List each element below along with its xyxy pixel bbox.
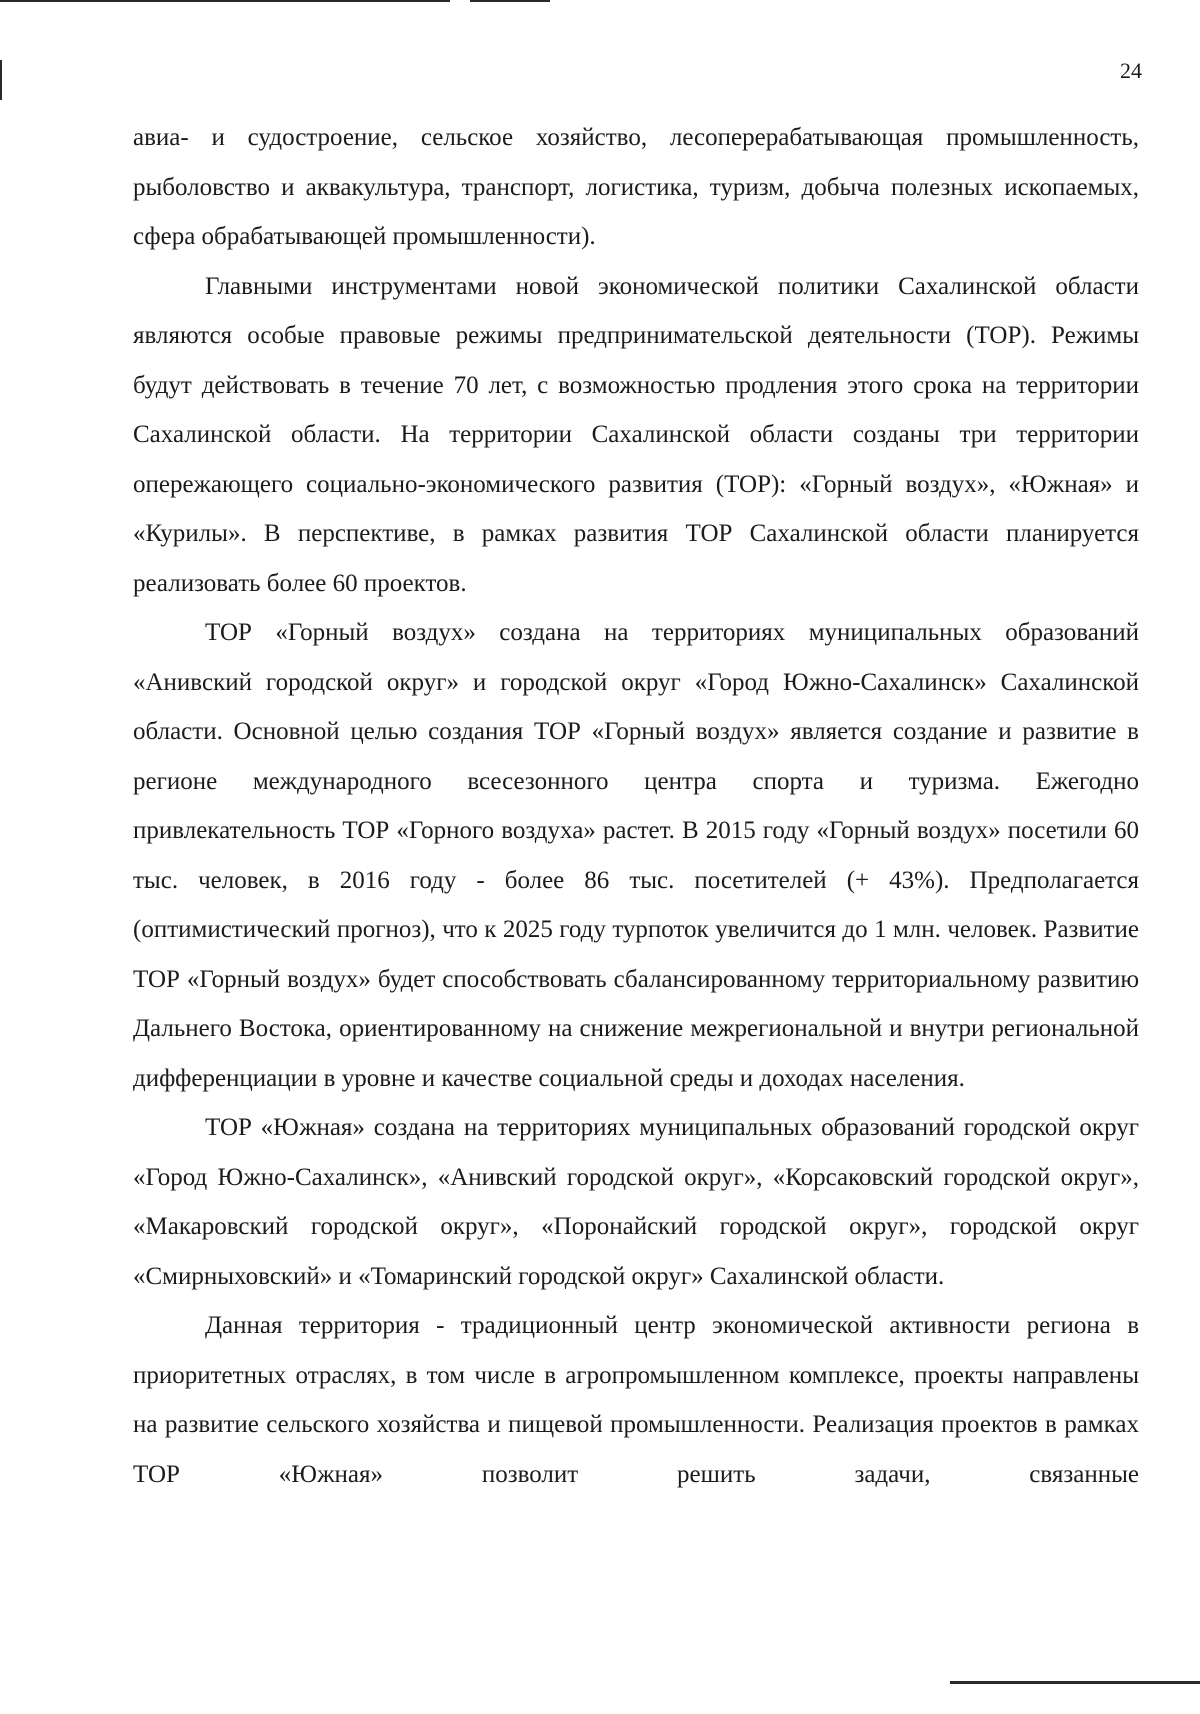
scan-edge-line	[0, 60, 2, 100]
paragraph-continuation: авиа- и судостроение, сельское хозяйство, лесоперерабатывающая промышленность, рыболовство и аквакультура, транспорт, логистика, туризм, добыча полезных ископаемых, сфера обрабатывающей промышленности).	[133, 124, 1139, 250]
paragraph: ТОР «Южная» создана на территориях муниципальных образований городской округ «Город Южно-Сахалинск», «Анивский городской округ», «Корсаковский городской округ», «Макаровский городской округ», «Поронайский городской округ», городской округ «Смирныховский» и «Томаринский городской округ» Сахалинской области.	[133, 1114, 1139, 1290]
scan-edge-line	[0, 0, 450, 2]
scan-edge-line	[950, 1681, 1200, 1684]
document-body	[133, 113, 1139, 1499]
paragraph: Главными инструментами новой экономической политики Сахалинской области являются особые правовые режимы предпринимательской деятельности (ТОР). Режимы будут действовать в течение 70 лет, с возможностью продления этого срока на территории Сахалинской области. На территории Сахалинской области созданы три территории опережающего социально-экономического развития (ТОР): «Горный воздух», «Южная» и «Курилы». В перспективе, в рамках развития ТОР Сахалинской области планируется реализовать более 60 проектов.	[133, 272, 1139, 597]
page-number: 24	[1120, 58, 1142, 83]
paragraph: ТОР «Горный воздух» создана на территориях муниципальных образований «Анивский городской округ» и городской округ «Город Южно-Сахалинск» Сахалинской области. Основной целью создания ТОР «Горный воздух» является создание и развитие в регионе международного всесезонного центра спорта и туризма. Ежегодно привлекательность ТОР «Горного воздуха» растет. В 2015 году «Горный воздух» посетили 60 тыс. человек, в 2016 году - более 86 тыс. посетителей (+ 43%). Предполагается (оптимистический прогноз), что к 2025 году турпоток увеличится до 1 млн. человек. Развитие ТОР «Горный воздух» будет способствовать сбалансированному территориальному развитию Дальнего Востока, ориентированному на снижение межрегиональной и внутри региональной дифференциации в уровне и качестве социальной среды и доходах населения.	[133, 619, 1139, 1092]
scan-edge-line	[470, 0, 550, 2]
paragraph: Данная территория - традиционный центр экономической активности региона в приоритетных отраслях, в том числе в агропромышленном комплексе, проекты направлены на развитие сельского хозяйства и пищевой промышленности. Реализация проектов в рамках ТОР «Южная» позволит решить задачи, связанные	[133, 1312, 1139, 1488]
